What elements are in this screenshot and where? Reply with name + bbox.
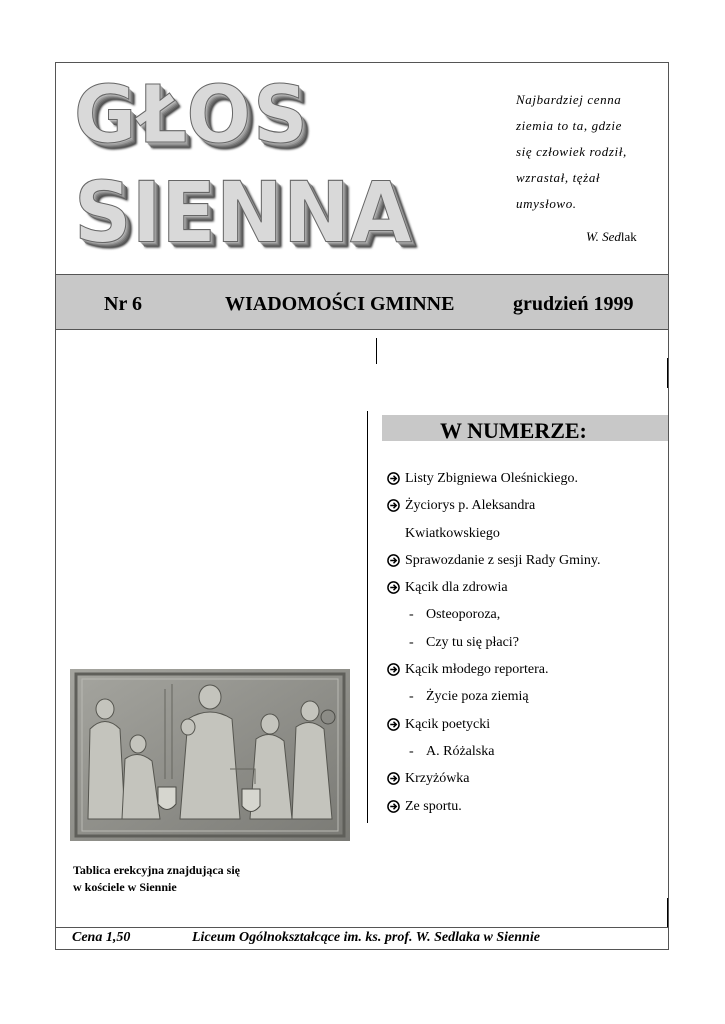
- right-arrow-circle-icon: [387, 718, 400, 731]
- motto-line: wzrastał, tężał: [516, 170, 601, 185]
- toc-item: [387, 524, 667, 551]
- right-arrow-circle-icon: [387, 472, 400, 485]
- toc-subitem: [387, 742, 667, 769]
- motto-author-rest: lak: [620, 229, 637, 244]
- newsletter-subtitle: WIADOMOŚCI GMINNE: [225, 293, 455, 315]
- toc-item: [387, 660, 667, 687]
- divider-line-top: [376, 338, 377, 364]
- divider-line-right: [667, 358, 668, 388]
- right-arrow-circle-icon: [387, 581, 400, 594]
- masthead: [56, 63, 668, 273]
- toc-item-text: A. Różalska: [426, 743, 495, 759]
- price-label: Cena 1,50: [72, 930, 131, 945]
- toc-heading-bar: [382, 415, 668, 441]
- toc-item: [387, 496, 667, 523]
- motto-line: się człowiek rodził,: [516, 144, 627, 159]
- toc-item: [387, 578, 667, 605]
- toc-item: [387, 797, 667, 824]
- motto-line: ziemia to ta, gdzie: [516, 118, 623, 133]
- toc-item-text: Życie poza ziemią: [426, 689, 529, 705]
- issue-date: grudzień 1999: [513, 293, 634, 315]
- toc-item: [387, 769, 667, 796]
- right-arrow-circle-icon: [387, 499, 400, 512]
- dash-marker: -: [409, 743, 414, 759]
- toc-list: [387, 469, 667, 824]
- motto-author-italic: W. Sed: [586, 229, 621, 244]
- toc-item-text: Sprawozdanie z sesji Rady Gminy.: [405, 552, 601, 568]
- divider-line-right-bottom: [667, 898, 668, 928]
- logo-title-line2: SIENNA: [74, 163, 412, 262]
- toc-subitem: [387, 633, 667, 660]
- toc-item-text: Czy tu się płaci?: [426, 634, 519, 650]
- dash-marker: -: [409, 634, 414, 650]
- toc-item-text: Osteoporoza,: [426, 607, 501, 623]
- right-arrow-circle-icon: [387, 800, 400, 813]
- issue-band: [56, 274, 668, 330]
- motto-line: umysłowo.: [516, 196, 577, 211]
- logo-title-line1: GŁOS: [74, 67, 310, 162]
- publisher-school: Liceum Ogólnokształcące im. ks. prof. W. Sedlaka w Siennie: [192, 930, 540, 945]
- dash-marker: -: [409, 607, 414, 623]
- caption-line: w kościele w Siennie: [73, 880, 177, 894]
- motto-quote: [516, 87, 666, 217]
- toc-item-text: Kącik dla zdrowia: [405, 580, 508, 596]
- right-arrow-circle-icon: [387, 554, 400, 567]
- right-arrow-circle-icon: [387, 663, 400, 676]
- toc-item-text: Kącik młodego reportera.: [405, 662, 549, 678]
- dash-marker: -: [409, 689, 414, 705]
- toc-subitem: [387, 687, 667, 714]
- toc-item-text: Krzyżówka: [405, 771, 470, 787]
- issue-number: Nr 6: [104, 293, 142, 315]
- toc-subitem: [387, 605, 667, 632]
- toc-item: [387, 551, 667, 578]
- divider-line-column: [367, 411, 368, 823]
- toc-item-text: Kwiatkowskiego: [405, 525, 500, 541]
- caption-line: Tablica erekcyjna znajdująca się: [73, 863, 240, 877]
- right-arrow-circle-icon: [387, 772, 400, 785]
- toc-item-text: Kącik poetycki: [405, 716, 491, 732]
- toc-heading: W NUMERZE:: [440, 418, 587, 443]
- plaque-relief-image: [70, 669, 350, 841]
- toc-item-text: Listy Zbigniewa Oleśnickiego.: [405, 471, 579, 486]
- motto-author: [586, 229, 637, 245]
- toc-item-text: Życiorys p. Aleksandra: [405, 498, 536, 514]
- toc-item: [387, 715, 667, 742]
- toc-item: [387, 469, 667, 496]
- erection-plaque-photo: [70, 669, 350, 841]
- photo-caption: [73, 862, 313, 896]
- footer-bar: [56, 927, 668, 949]
- toc-item-text: Ze sportu.: [405, 798, 462, 814]
- motto-line: Najbardziej cenna: [516, 92, 622, 107]
